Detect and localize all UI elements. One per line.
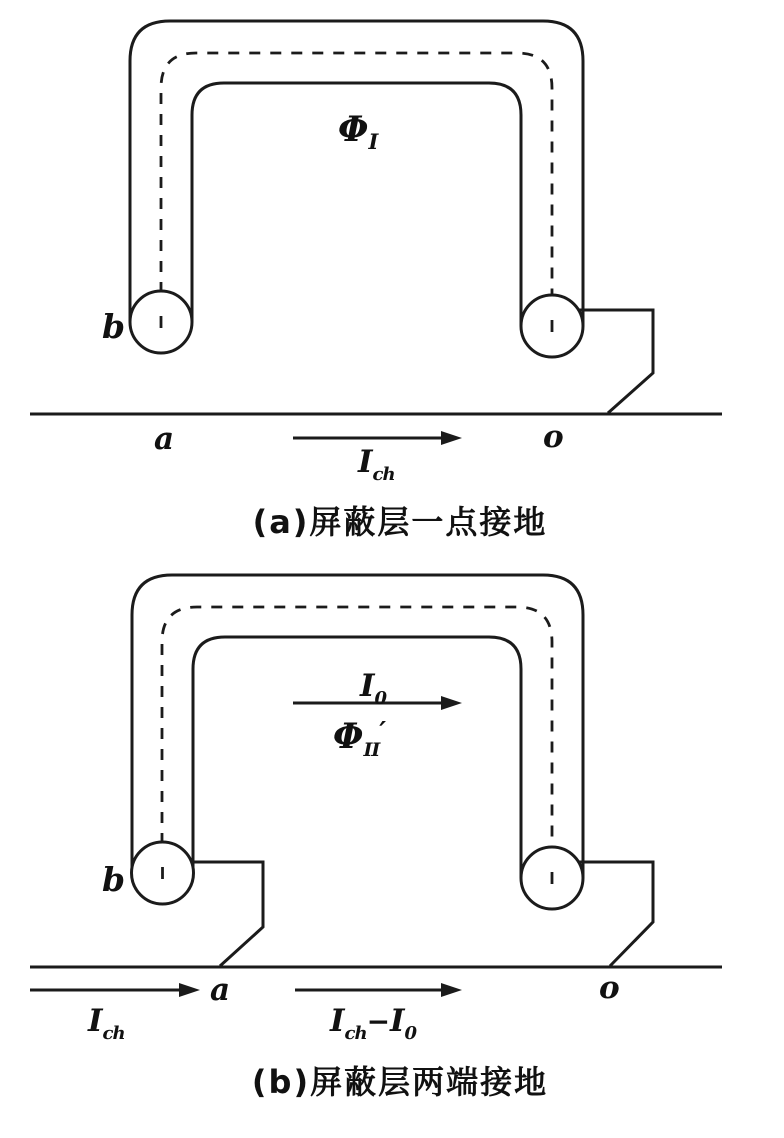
- arrow-head-icon: [441, 431, 462, 445]
- shield-current-label-b: $I_0$: [360, 668, 387, 709]
- diagram-a: [30, 21, 722, 541]
- node-o-label-a: o: [543, 419, 564, 455]
- arrow-head-icon: [179, 983, 200, 997]
- ground-current-label-b: $I_{ch}$: [88, 1003, 125, 1044]
- flux-label-a: $\Phi_I$: [338, 109, 378, 154]
- node-b-label-a: b: [102, 307, 126, 346]
- diagram-b: [30, 575, 722, 1101]
- node-b-label-b: b: [102, 860, 126, 899]
- current-label-a: $I_{ch}$: [358, 444, 395, 485]
- caption-b: (b)屏蔽层两端接地: [251, 1063, 549, 1101]
- node-o-label-b: o: [599, 970, 620, 1006]
- node-a-label-a: a: [154, 421, 175, 457]
- current-arrow-a: [293, 431, 462, 445]
- flux-label-b: $\Phi_{II}'$: [333, 716, 387, 761]
- caption-a: (a)屏蔽层一点接地: [252, 503, 548, 541]
- arrow-head-icon: [441, 696, 462, 710]
- ground-current-arrow-mid-b: [295, 983, 462, 997]
- ground-connection-left-b: [185, 862, 263, 966]
- ground-current-arrow-left-b: [30, 983, 200, 997]
- core-conductor-a: [161, 53, 552, 297]
- arrow-head-icon: [441, 983, 462, 997]
- shield-inner-outline-b: [193, 637, 521, 878]
- ground-connection-right-b: [575, 862, 653, 966]
- diff-current-label-b: $I_{ch}-I_0$: [330, 1003, 417, 1044]
- node-a-label-b: a: [210, 972, 231, 1008]
- shield-outer-outline-a: [130, 21, 583, 326]
- ground-connection-a: [575, 310, 653, 413]
